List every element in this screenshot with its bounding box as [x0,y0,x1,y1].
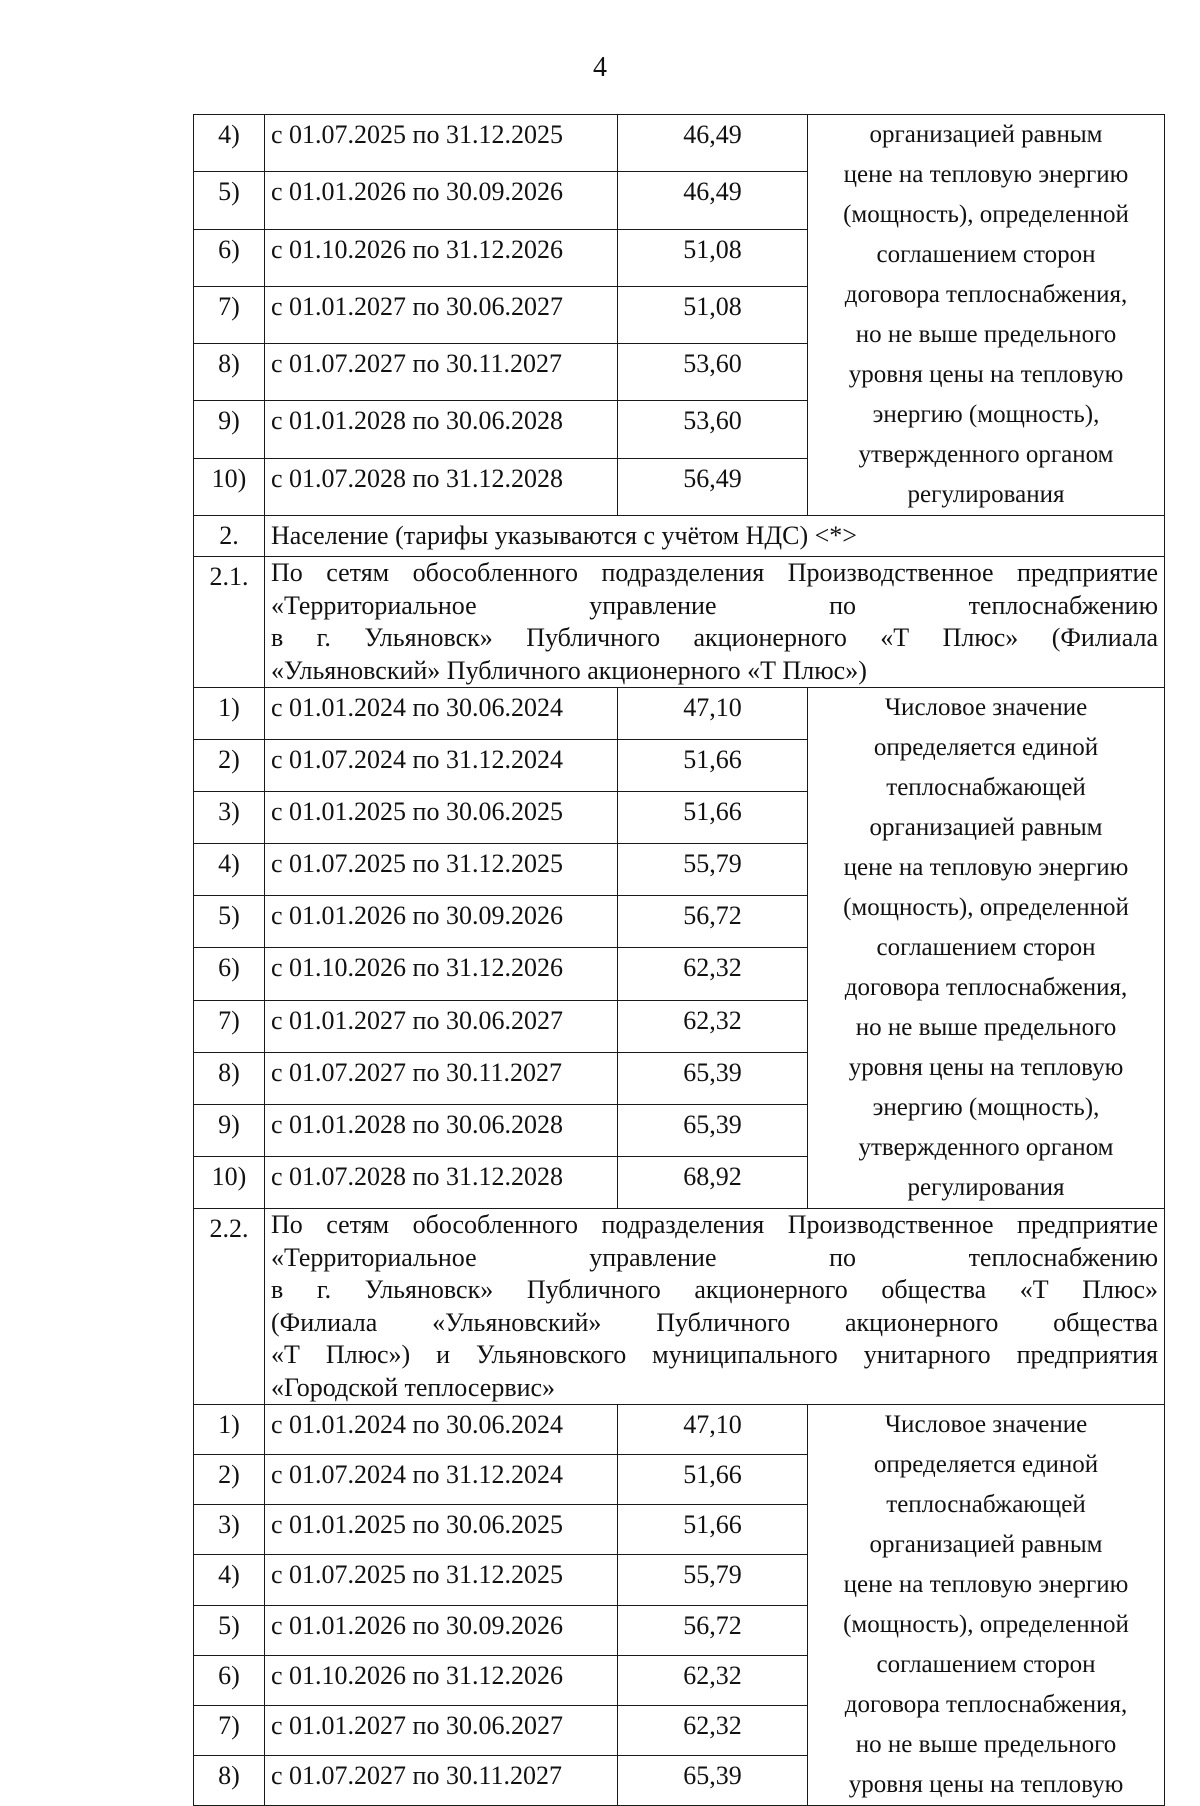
row-number: 9) [194,401,265,458]
row-number: 1) [194,1405,265,1455]
row-period: с 01.07.2028 по 31.12.2028 [265,1156,618,1208]
section-number: 2. [194,516,265,557]
row-period: с 01.01.2026 по 30.09.2026 [265,896,618,948]
row-value: 46,49 [618,172,808,229]
section-number: 2.1. [194,557,265,688]
section-number: 2.2. [194,1209,265,1405]
row-value: 56,49 [618,458,808,515]
row-period: с 01.01.2028 по 30.06.2028 [265,1104,618,1156]
row-period: с 01.01.2027 по 30.06.2027 [265,1705,618,1755]
section-2-1-note: Числовое значение определяется единой теплоснабжающей организацией равным цене на тепловую энергию (мощность), определенной соглашением сторон договора теплоснабжения, но не выше предельного уровня цены на тепловую энергию (мощность), утвержденного органом регулирования [808,688,1165,1209]
row-period: с 01.01.2025 по 30.06.2025 [265,792,618,844]
row-period: с 01.01.2024 по 30.06.2024 [265,1405,618,1455]
section-2-2-header-row [194,1209,1165,1405]
row-number: 3) [194,1505,265,1555]
row-value: 46,49 [618,115,808,172]
row-period: с 01.01.2027 по 30.06.2027 [265,286,618,343]
row-number: 4) [194,844,265,896]
row-value: 51,66 [618,792,808,844]
row-number: 7) [194,1705,265,1755]
section-title-line: «Территориальное управление по теплоснабжению [271,590,1158,620]
row-value: 53,60 [618,344,808,401]
row-number: 7) [194,1000,265,1052]
row-number: 2) [194,1455,265,1505]
row-value: 65,39 [618,1052,808,1104]
row-number: 4) [194,1555,265,1605]
section-2-2-note: Числовое значение определяется единой теплоснабжающей организацией равным цене на тепловую энергию (мощность), определенной соглашением сторон договора теплоснабжения, но не выше предельного уровня цены на тепловую [808,1405,1165,1806]
row-value: 62,32 [618,948,808,1000]
row-number: 6) [194,229,265,286]
row-value: 51,08 [618,229,808,286]
section-title-line: По сетям обособленного подразделения Производственное предприятие [271,558,1158,587]
row-value: 51,66 [618,740,808,792]
row-period: с 01.07.2025 по 31.12.2025 [265,115,618,172]
section-title-line: (Филиала «Ульяновский» Публичного акционерного общества [271,1307,1158,1337]
row-period: с 01.10.2026 по 31.12.2026 [265,1655,618,1705]
row-number: 10) [194,1156,265,1208]
row-number: 4) [194,115,265,172]
section-title-line: «Территориальное управление по теплоснабжению [271,1242,1158,1272]
row-number: 5) [194,896,265,948]
row-value: 65,39 [618,1755,808,1805]
row-period: с 01.01.2027 по 30.06.2027 [265,1000,618,1052]
row-value: 47,10 [618,688,808,740]
tariff-table [193,114,1165,1806]
row-number: 7) [194,286,265,343]
row-number: 3) [194,792,265,844]
section-2-header-row [194,516,1165,557]
row-period: с 01.07.2024 по 31.12.2024 [265,1455,618,1505]
row-period: с 01.07.2025 по 31.12.2025 [265,1555,618,1605]
row-value: 47,10 [618,1405,808,1455]
row-value: 68,92 [618,1156,808,1208]
block-a-row [194,115,1165,172]
row-period: с 01.01.2026 по 30.09.2026 [265,172,618,229]
section-2-1-header-row [194,557,1165,688]
row-value: 55,79 [618,844,808,896]
page-number: 4 [593,52,607,83]
row-number: 6) [194,948,265,1000]
row-number: 10) [194,458,265,515]
row-number: 8) [194,344,265,401]
section-title [265,1209,1165,1405]
row-value: 62,32 [618,1655,808,1705]
row-value: 62,32 [618,1705,808,1755]
section-title-line: «Ульяновский» Публичного акционерного «Т Плюс») [271,655,867,685]
row-period: с 01.10.2026 по 31.12.2026 [265,229,618,286]
section-title-line: в г. Ульяновск» Публичного акционерного общества «Т Плюс» [271,1275,1158,1304]
row-number: 5) [194,1605,265,1655]
section-title-line: По сетям обособленного подразделения Производственное предприятие [271,1210,1158,1239]
row-period: с 01.07.2025 по 31.12.2025 [265,844,618,896]
section-title-line: «Т Плюс») и Ульяновского муниципального унитарного предприятия [271,1340,1158,1369]
row-period: с 01.07.2027 по 30.11.2027 [265,1052,618,1104]
row-period: с 01.07.2028 по 31.12.2028 [265,458,618,515]
row-number: 1) [194,688,265,740]
block-a-note: организацией равным цене на тепловую энергию (мощность), определенной соглашением сторон договора теплоснабжения, но не выше предельного уровня цены на тепловую энергию (мощность), утвержденного органом регулирования [808,115,1165,516]
row-number: 6) [194,1655,265,1705]
row-period: с 01.01.2026 по 30.09.2026 [265,1605,618,1655]
row-period: с 01.10.2026 по 31.12.2026 [265,948,618,1000]
section-title-line: «Городской теплосервис» [271,1372,556,1402]
section-title-line: в г. Ульяновск» Публичного акционерного «Т Плюс» (Филиала [271,623,1158,652]
row-number: 8) [194,1052,265,1104]
row-value: 56,72 [618,1605,808,1655]
row-value: 65,39 [618,1104,808,1156]
row-value: 56,72 [618,896,808,948]
row-period: с 01.07.2024 по 31.12.2024 [265,740,618,792]
row-value: 62,32 [618,1000,808,1052]
row-number: 5) [194,172,265,229]
row-number: 9) [194,1104,265,1156]
row-number: 8) [194,1755,265,1805]
row-period: с 01.01.2024 по 30.06.2024 [265,688,618,740]
row-value: 51,08 [618,286,808,343]
row-value: 51,66 [618,1505,808,1555]
row-number: 2) [194,740,265,792]
row-period: с 01.07.2027 по 30.11.2027 [265,344,618,401]
row-value: 53,60 [618,401,808,458]
row-value: 51,66 [618,1455,808,1505]
row-period: с 01.07.2027 по 30.11.2027 [265,1755,618,1805]
section-2-1-row [194,688,1165,740]
section-title [265,557,1165,688]
section-2-2-row [194,1405,1165,1455]
row-value: 55,79 [618,1555,808,1605]
row-period: с 01.01.2028 по 30.06.2028 [265,401,618,458]
section-title: Население (тарифы указываются с учётом НДС) <*> [265,516,1165,557]
row-period: с 01.01.2025 по 30.06.2025 [265,1505,618,1555]
